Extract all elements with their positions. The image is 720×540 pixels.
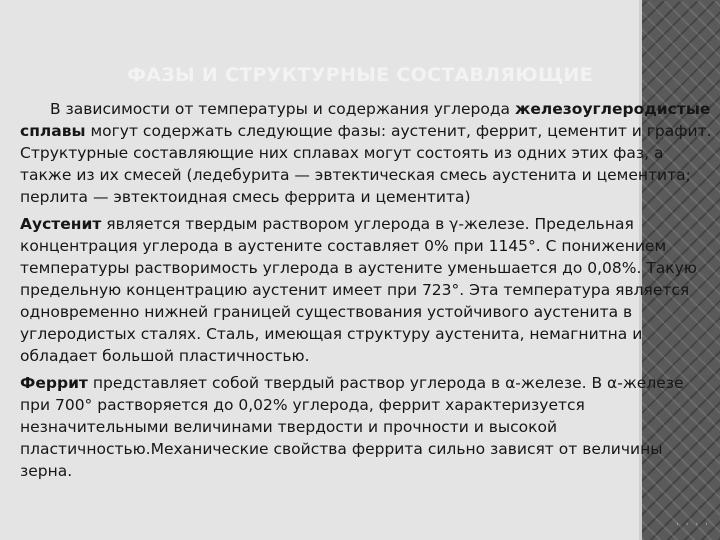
footer-dots: · · · · — [675, 520, 710, 530]
intro-text-before: В зависимости от температуры и содержания углерода — [50, 100, 515, 118]
ferrite-paragraph — [20, 372, 712, 482]
slide-content — [20, 98, 712, 487]
intro-bold-term: железоуглеродистые сплавы — [20, 100, 711, 140]
slide-title: ФАЗЫ И СТРУКТУРНЫЕ СОСТАВЛЯЮЩИЕ — [127, 64, 593, 86]
austenite-term: Аустенит — [20, 215, 102, 233]
austenite-paragraph — [20, 213, 712, 367]
austenite-text: является твердым раствором углерода в γ-железе. Предельная концентрация углерода в аустените составляет 0% при 1145°. С понижением температуры растворимость углерода в аустените уменьшается до 0,08%. Такую предельную концентрацию аустенит имеет при 723°. Эта температура является одновременно нижней границей существования устойчивого аустенита в углеродистых сталях. Сталь, имеющая структуру аустенита, немагнитна и обладает большой пластичностью. — [20, 215, 697, 365]
intro-text-after: могут содержать следующие фазы: аустенит, феррит, цементит и графит. Структурные составляющие них сплавах могут состоять из одних этих фаз, а также из их смесей (ледебурита — эвтектическая смесь аустенита и цементита; перлита — эвтектоидная смесь феррита и цементита) — [20, 122, 712, 206]
ferrite-term: Феррит — [20, 374, 88, 392]
intro-paragraph — [20, 98, 712, 208]
ferrite-text: представляет собой твердый раствор углерода в α-железе. В α-железе при 700° растворяется до 0,02% углерода, феррит характеризуется незначительными величинами твердости и прочности и высокой пластичностью.Механические свойства феррита сильно зависят от величины зерна. — [20, 374, 684, 480]
